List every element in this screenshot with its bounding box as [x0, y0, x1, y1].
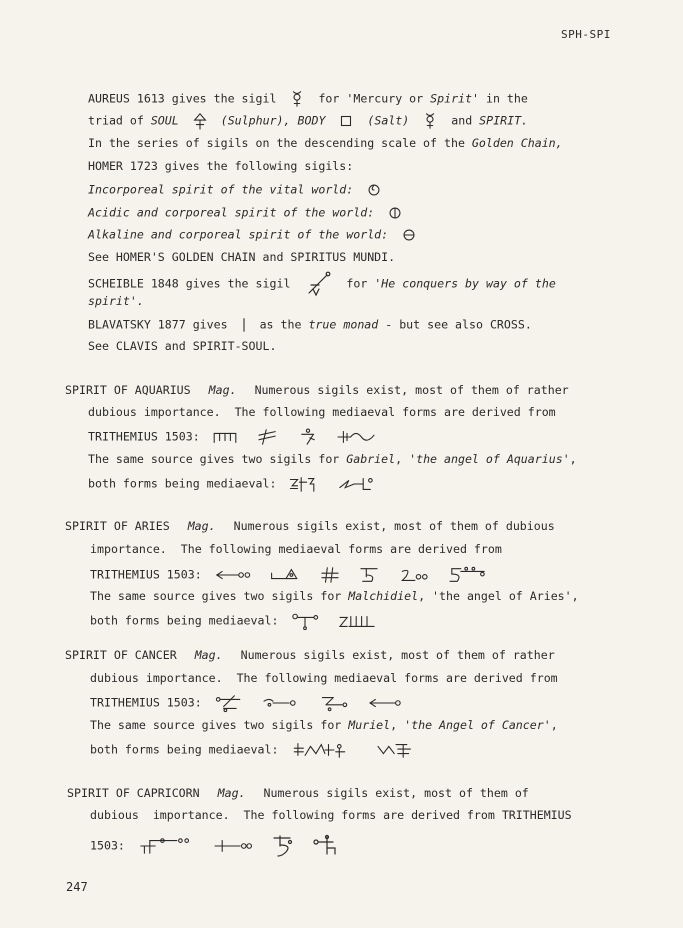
- running-head: SPH-SPI: [561, 28, 611, 41]
- text: Numerous sigils exist, most of them of rather: [240, 648, 555, 662]
- text: TRITHEMIUS 1503:: [90, 567, 202, 582]
- text: He conquers by way of the: [381, 276, 556, 291]
- text: (Salt): [367, 113, 410, 128]
- intro-line-7: [88, 226, 423, 244]
- capricorn-line-3: [90, 834, 343, 858]
- trithemius-sigil-icon: [136, 837, 196, 855]
- trithemius-sigil-icon: [319, 566, 341, 584]
- aquarius-line-2: [88, 405, 556, 419]
- cancer-line-3: [90, 694, 414, 712]
- intro-line-5: [88, 181, 388, 199]
- text: AUREUS 1613 gives the sigil: [88, 91, 277, 106]
- text: See HOMER'S GOLDEN CHAIN and SPIRITUS MUNDI.: [88, 250, 396, 264]
- mag-label: Mag.: [187, 519, 216, 533]
- text: importance. The following mediaeval forms are derived from: [90, 542, 502, 556]
- text: dubious importance. The following mediaeval forms are derived from: [90, 671, 558, 685]
- aries-line-5: [90, 612, 384, 630]
- aquarius-line-3: [88, 428, 382, 446]
- text: both forms being mediaeval:: [90, 742, 279, 757]
- text: The same source gives two sigils for: [90, 718, 349, 732]
- entry-heading: SPIRIT OF CAPRICORN: [67, 786, 200, 800]
- text: BLAVATSKY 1877 gives: [88, 317, 228, 332]
- text: TRITHEMIUS 1503:: [88, 429, 200, 444]
- malchidiel-sigil-icon: [289, 612, 321, 630]
- text: Malchidiel: [348, 589, 419, 603]
- trithemius-sigil-icon: [334, 428, 378, 446]
- trithemius-sigil-icon: [268, 566, 304, 584]
- trithemius-sigil-icon: [397, 566, 431, 584]
- text: ' in the: [472, 91, 528, 106]
- sulphur-sigil-icon: [190, 112, 210, 130]
- text: 1503:: [90, 838, 125, 853]
- text: Numerous sigils exist, most of them of rather: [254, 383, 569, 397]
- trithemius-sigil-icon: [356, 566, 382, 584]
- gabriel-sigil-icon: [334, 475, 378, 493]
- trithemius-sigil-icon: [254, 428, 282, 446]
- trithemius-sigil-icon: [211, 428, 239, 446]
- cancer-line-2: [90, 671, 558, 685]
- entry-heading: SPIRIT OF AQUARIUS: [65, 383, 191, 397]
- circle-arc-icon: [364, 181, 384, 199]
- text: the angel of Aquarius: [416, 452, 563, 466]
- circle-bar-icon: [385, 204, 405, 222]
- text: dubious importance. The following mediaeval forms are derived from: [88, 405, 556, 419]
- capricorn-line-2: [90, 808, 572, 822]
- aries-heading-line: [65, 519, 555, 533]
- text: Muriel: [348, 718, 391, 732]
- cancer-heading-line: [65, 648, 555, 662]
- text: SPIRIT.: [479, 113, 529, 128]
- entry-heading: SPIRIT OF CANCER: [65, 648, 177, 662]
- text: and: [451, 113, 480, 128]
- muriel-sigil-icon: [289, 741, 359, 759]
- intro-line-12: [88, 339, 276, 353]
- text: both forms being mediaeval:: [88, 476, 277, 491]
- trithemius-sigil-icon: [297, 428, 319, 446]
- text: as the: [259, 317, 309, 332]
- aquarius-line-4: [88, 452, 577, 466]
- intro-line-11: [88, 316, 532, 334]
- capricorn-heading-line: [67, 786, 529, 800]
- text: Golden Chain,: [471, 136, 563, 150]
- entry-heading: SPIRIT OF ARIES: [65, 519, 170, 533]
- text: In the series of sigils on the descending scale of the: [88, 136, 472, 150]
- text: The same source gives two sigils for: [90, 589, 349, 603]
- text: true monad: [308, 317, 379, 332]
- text: , 'the angel of Aries',: [418, 589, 579, 603]
- text: triad of: [88, 113, 151, 128]
- mag-label: Mag.: [217, 786, 246, 800]
- cancer-line-5: [90, 741, 422, 759]
- text: TRITHEMIUS 1503:: [90, 695, 202, 710]
- mercury-sigil-icon: [287, 90, 307, 108]
- intro-line-9: [88, 271, 556, 297]
- text: (Sulphur), BODY: [220, 113, 326, 128]
- intro-line-8: [88, 250, 395, 264]
- aries-line-4: [90, 589, 579, 603]
- text: , ': [395, 452, 417, 466]
- circle-line-icon: [399, 226, 419, 244]
- text: for 'Mercury or: [318, 91, 431, 106]
- mag-label: Mag.: [208, 383, 237, 397]
- text: Incorporeal spirit of the vital world:: [88, 182, 354, 197]
- text: See CLAVIS and SPIRIT-SOUL.: [88, 339, 277, 353]
- trithemius-sigil-icon: [213, 566, 253, 584]
- trithemius-sigil-icon: [311, 834, 339, 858]
- trithemius-sigil-icon: [446, 566, 490, 584]
- scheible-sigil-icon: [301, 271, 335, 297]
- page-number: 247: [66, 880, 88, 894]
- text: Numerous sigils exist, most of them of dubious: [233, 519, 555, 533]
- text: ',: [543, 718, 558, 732]
- text: HOMER 1723 gives the following sigils:: [88, 159, 354, 173]
- aquarius-line-5: [88, 475, 382, 493]
- text: both forms being mediaeval:: [90, 613, 279, 628]
- text: dubious importance. The following forms are derived from TRITHEMIUS: [90, 808, 572, 822]
- text: Acidic and corporeal spirit of the world:: [88, 205, 375, 220]
- cancer-line-4: [90, 718, 558, 732]
- trithemius-sigil-icon: [270, 834, 296, 858]
- text: The same source gives two sigils for: [88, 452, 347, 466]
- text: ',: [562, 452, 577, 466]
- intro-line-2: [88, 112, 528, 130]
- text: Alkaline and corporeal spirit of the world:: [88, 227, 389, 242]
- trithemius-sigil-icon: [260, 694, 304, 712]
- aquarius-heading-line: [65, 383, 569, 397]
- text: spirit'.: [88, 294, 144, 308]
- aries-line-2: [90, 542, 502, 556]
- text: Numerous sigils exist, most of them of: [263, 786, 529, 800]
- trithemius-sigil-icon: [366, 694, 410, 712]
- intro-line-3: [88, 136, 563, 150]
- malchidiel-sigil-icon: [336, 612, 380, 630]
- gabriel-sigil-icon: [287, 475, 319, 493]
- text: , ': [390, 718, 412, 732]
- trithemius-sigil-icon: [213, 694, 245, 712]
- intro-line-4: [88, 159, 353, 173]
- mag-label: Mag.: [194, 648, 223, 662]
- trithemius-sigil-icon: [319, 694, 351, 712]
- mercury-sigil-icon: [420, 112, 440, 130]
- intro-line-1: [88, 90, 528, 108]
- vertical-stroke-icon: [239, 316, 249, 334]
- text: Spirit: [430, 91, 473, 106]
- intro-line-6: [88, 204, 409, 222]
- trithemius-sigil-icon: [211, 837, 255, 855]
- text: SOUL: [150, 113, 179, 128]
- aries-line-3: [90, 566, 494, 584]
- text: SCHEIBLE 1848 gives the sigil: [88, 276, 291, 291]
- text: - but see also CROSS.: [378, 317, 532, 332]
- text: Gabriel: [346, 452, 396, 466]
- muriel-sigil-icon: [374, 741, 418, 759]
- intro-line-10: [88, 294, 144, 308]
- text: the Angel of Cancer: [411, 718, 544, 732]
- salt-square-icon: [336, 112, 356, 130]
- text: for ': [346, 276, 382, 291]
